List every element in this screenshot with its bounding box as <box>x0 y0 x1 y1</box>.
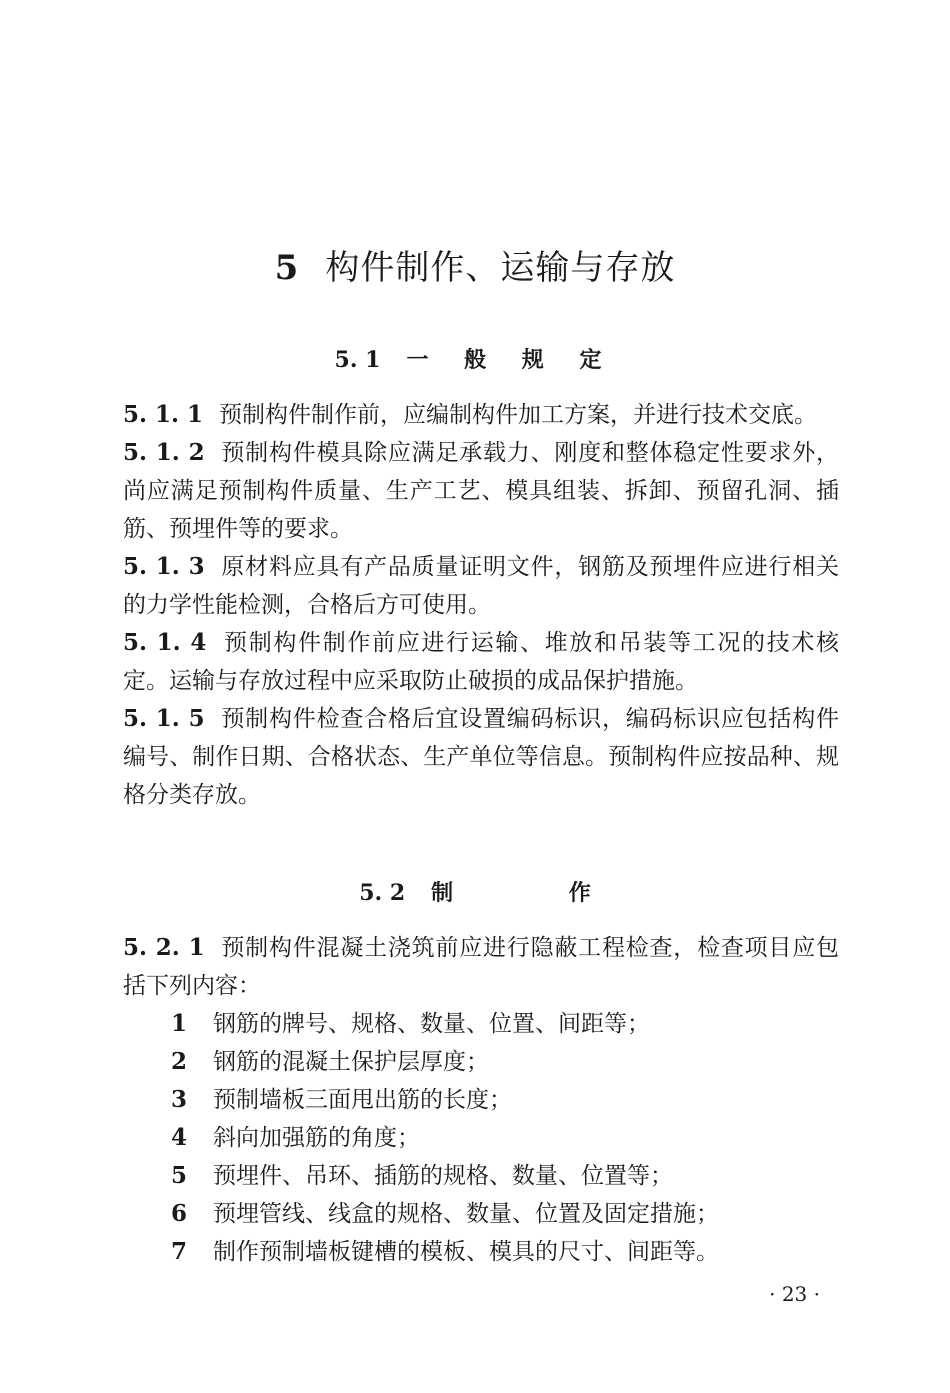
clause-number: 5. 2. 1 <box>123 934 205 961</box>
clause-text: 预制构件制作前，应编制构件加工方案，并进行技术交底。 <box>219 402 818 428</box>
clause-5-2-1 <box>123 929 839 1005</box>
inspection-item-list <box>123 1005 839 1271</box>
list-item-number: 2 <box>171 1048 188 1075</box>
clause-text: 预制构件检查合格后宜设置编码标识，编码标识应包括构件编号、制作日期、合格状态、生产单位等信息。预制构件应按品种、规格分类存放。 <box>123 706 839 808</box>
clause-number: 5. 1. 2 <box>123 439 205 466</box>
clause-number: 5. 1. 5 <box>123 705 205 732</box>
list-item-text: 预制墙板三面甩出筋的长度； <box>213 1087 512 1113</box>
list-item <box>123 1005 839 1043</box>
section-title-text: 一 般 规 定 <box>406 348 616 373</box>
list-item-text: 钢筋的牌号、规格、数量、位置、间距等； <box>213 1011 650 1037</box>
section-5-2-body <box>123 929 839 1271</box>
clause-5-1-2 <box>123 434 839 548</box>
clause-text: 预制构件模具除应满足承载力、刚度和整体稳定性要求外，尚应满足预制构件质量、生产工艺、模具组装、拆卸、预留孔洞、插筋、预埋件等的要求。 <box>123 440 839 542</box>
list-item-number: 3 <box>171 1086 188 1113</box>
chapter-title-text: 构件制作、运输与存放 <box>325 248 676 288</box>
clause-number: 5. 1. 3 <box>123 553 205 580</box>
list-item-text: 预埋管线、线盒的规格、数量、位置及固定措施； <box>213 1201 719 1227</box>
list-item-number: 7 <box>171 1238 188 1265</box>
clause-text: 预制构件制作前应进行运输、堆放和吊装等工况的技术核定。运输与存放过程中应采取防止破损的成品保护措施。 <box>123 630 839 694</box>
section-5-1-body <box>123 396 839 814</box>
section-title-5-2 <box>0 876 950 907</box>
list-item-number: 6 <box>171 1200 188 1227</box>
clause-5-1-3 <box>123 548 839 624</box>
clause-number: 5. 1. 1 <box>123 401 204 428</box>
section-number: 5. 2 <box>359 880 406 906</box>
list-item <box>123 1119 839 1157</box>
clause-5-1-1 <box>123 396 839 434</box>
list-item-number: 5 <box>171 1162 188 1189</box>
list-item <box>123 1081 839 1119</box>
chapter-title <box>0 240 950 289</box>
list-item-number: 4 <box>171 1124 188 1151</box>
section-title-5-1 <box>0 343 950 374</box>
list-item <box>123 1233 839 1271</box>
list-item-number: 1 <box>171 1010 188 1037</box>
section-number: 5. 1 <box>334 347 381 373</box>
list-item-text: 钢筋的混凝土保护层厚度； <box>213 1049 489 1075</box>
list-item-text: 制作预制墙板键槽的模板、模具的尺寸、间距等。 <box>213 1239 719 1265</box>
section-title-text: 制 作 <box>431 881 645 906</box>
clause-5-1-5 <box>123 700 839 814</box>
clause-text: 预制构件混凝土浇筑前应进行隐蔽工程检查，检查项目应包括下列内容： <box>123 935 839 999</box>
clause-text: 原材料应具有产品质量证明文件，钢筋及预埋件应进行相关的力学性能检测，合格后方可使用。 <box>123 554 839 618</box>
clause-number: 5. 1. 4 <box>123 629 207 656</box>
list-item <box>123 1043 839 1081</box>
chapter-number: 5 <box>274 248 300 288</box>
list-item <box>123 1157 839 1195</box>
list-item-text: 斜向加强筋的角度； <box>213 1125 420 1151</box>
clause-5-1-4 <box>123 624 839 700</box>
list-item <box>123 1195 839 1233</box>
list-item-text: 预埋件、吊环、插筋的规格、数量、位置等； <box>213 1163 673 1189</box>
page-number: · 23 · <box>769 1282 820 1306</box>
